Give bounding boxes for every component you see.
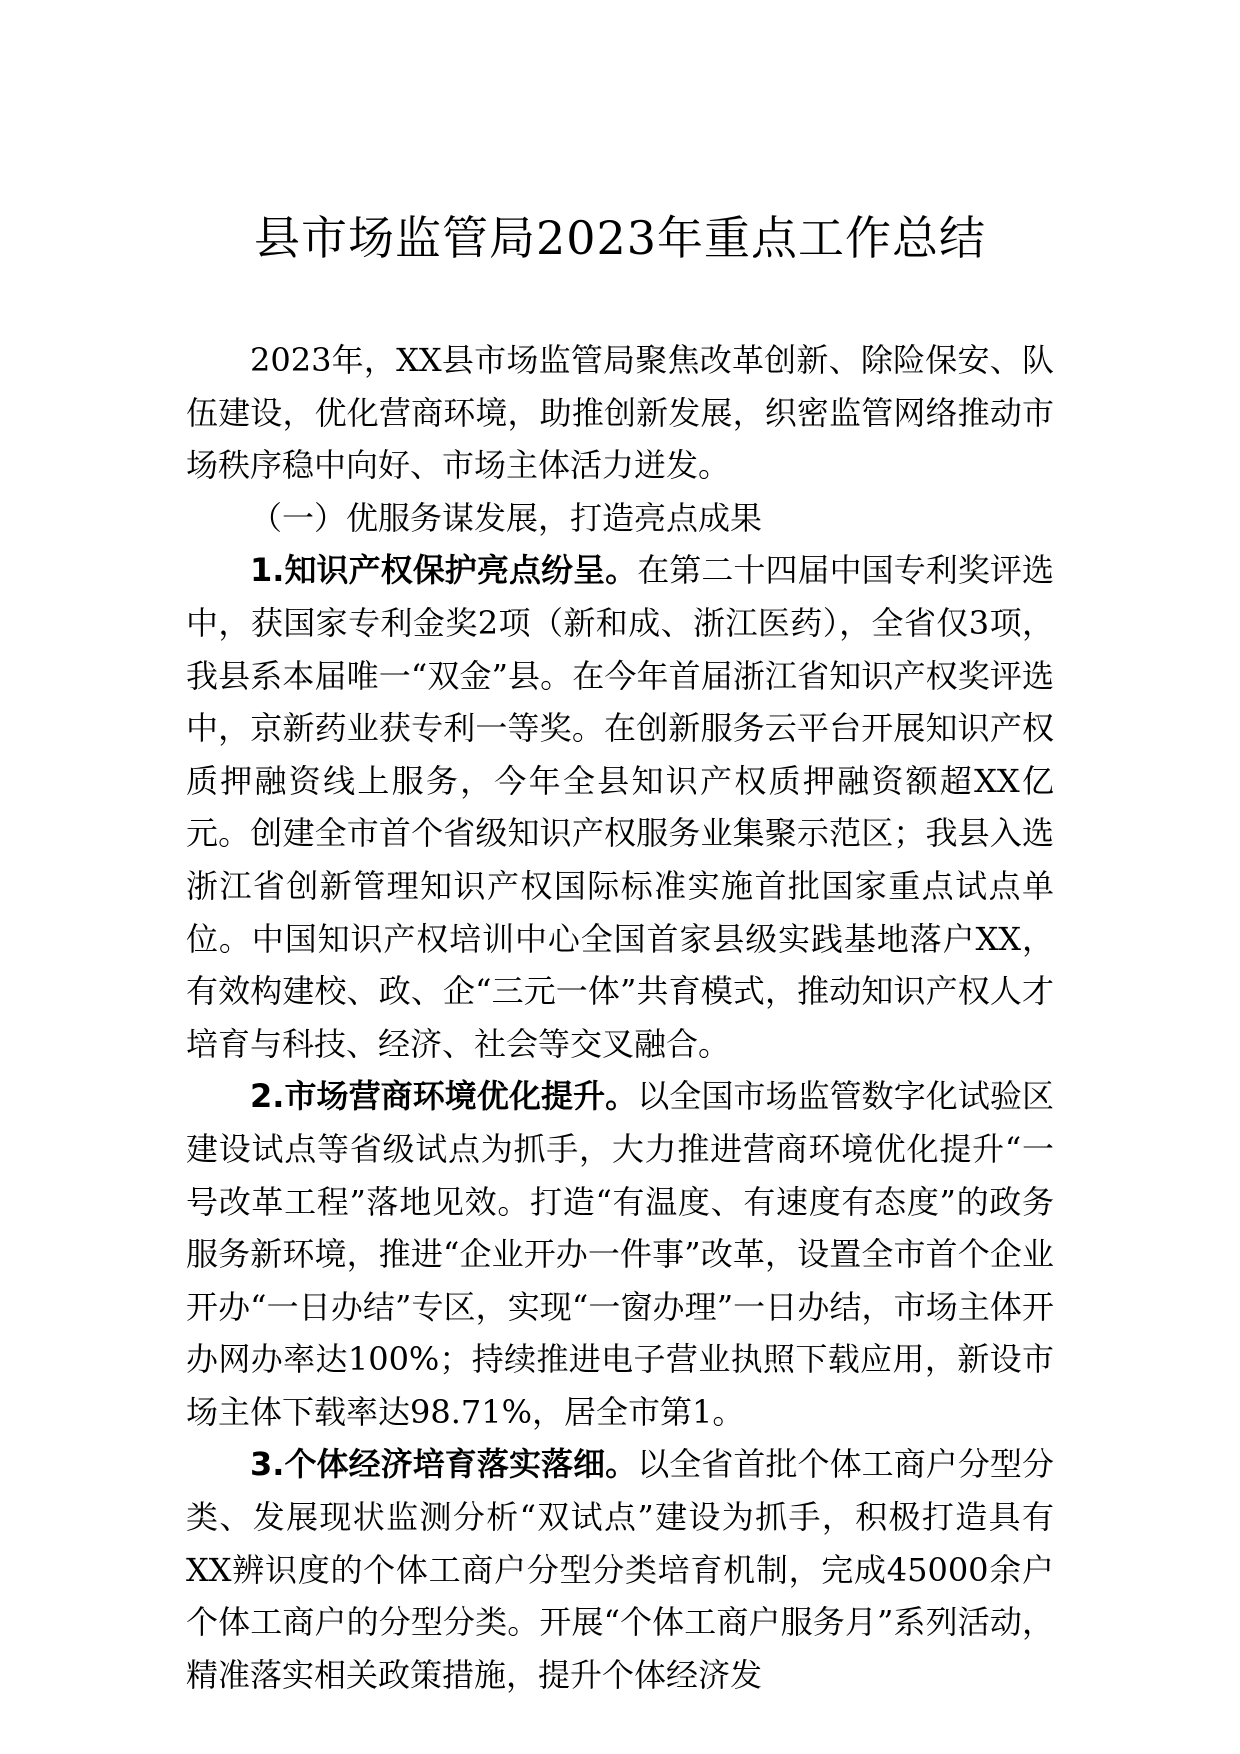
item-paragraph-2 [186,1070,1054,1438]
item-text-3: 以全省首批个体工商户分型分类、发展现状监测分析“双试点”建设为抓手，积极打造具有XX辨识度的个体工商户分型分类培育机制，完成45000余户个体工商户的分型分类。开展“个体工商户服务月”系列活动，精准落实相关政策措施，提升个体经济发 [186,1445,1054,1694]
item-lead-1: 1.知识产权保护亮点纷呈。 [250,551,638,590]
item-text-1: 在第二十四届中国专利奖评选中，获国家专利金奖2项（新和成、浙江医药），全省仅3项，我县系本届唯一“双金”县。在今年首届浙江省知识产权奖评选中，京新药业获专利一等奖。在创新服务云平台开展知识产权质押融资线上服务，今年全县知识产权质押融资额超XX亿元。创建全市首个省级知识产权服务业集聚示范区；我县入选浙江省创新管理知识产权国际标准实施首批国家重点试点单位。中国知识产权培训中心全国首家县级实践基地落户XX，有效构建校、政、企“三元一体”共育模式，推动知识产权人才培育与科技、经济、社会等交叉融合。 [186,551,1054,1063]
item-paragraph-1 [186,544,1054,1070]
document-title: 县市场监管局2023年重点工作总结 [253,211,987,265]
item-lead-3: 3.个体经济培育落实落细。 [250,1445,638,1484]
intro-paragraph: 2023年，XX县市场监管局聚焦改革创新、除险保安、队伍建设，优化营商环境，助推创新发展，织密监管网络推动市场秩序稳中向好、市场主体活力迸发。 [186,341,1054,485]
item-text-2: 以全国市场监管数字化试验区建设试点等省级试点为抓手，大力推进营商环境优化提升“一号改革工程”落地见效。打造“有温度、有速度有态度”的政务服务新环境，推进“企业开办一件事”改革，设置全市首个企业开办“一日办结”专区，实现“一窗办理”一日办结，市场主体开办网办率达100%；持续推进电子营业执照下载应用，新设市场主体下载率达98.71%，居全市第1。 [186,1077,1054,1431]
document-body [186,334,1054,1701]
item-lead-2: 2.市场营商环境优化提升。 [250,1077,638,1116]
section-heading: （一）优服务谋发展，打造亮点成果 [250,498,763,537]
item-paragraph-3 [186,1438,1054,1701]
